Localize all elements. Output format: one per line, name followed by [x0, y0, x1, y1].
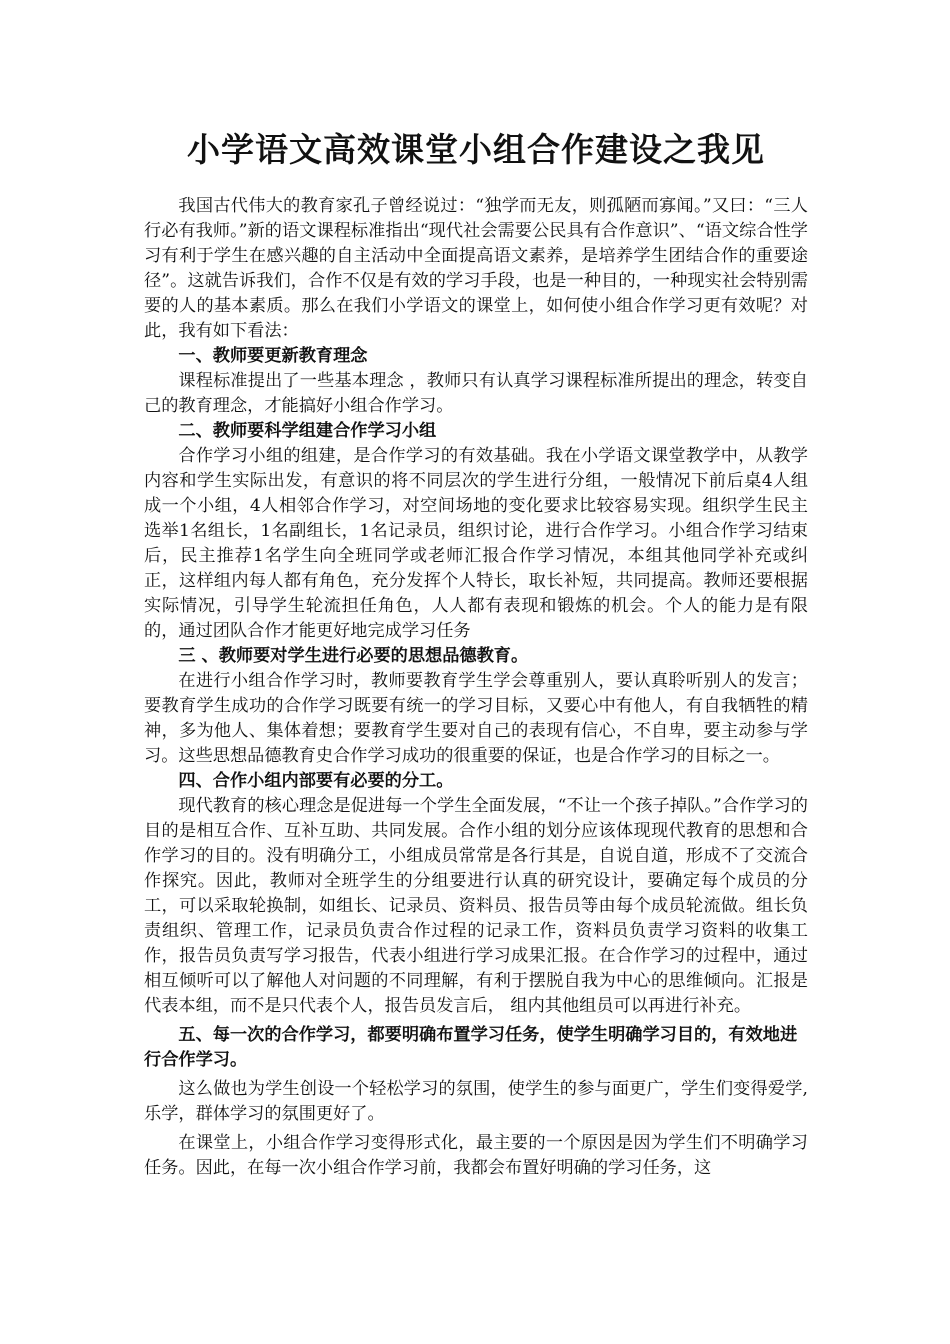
paragraph-intro: 我国古代伟大的教育家孔子曾经说过：“独学而无友，则孤陋而寡闻。”又曰：“三人行必有我师。”新的语文课程标准指出“现代社会需要公民具有合作意识”、“语文综合性学习有利于学生在感兴趣的自主活动中全面提高语文素养，是培养学生团结合作的重要途径”。这就告诉我们，合作不仅是有效的学习手段，也是一种目的，一种现实社会特别需要的人的基本素质。那么在我们小学语文的课堂上，如何使小组合作学习更有效呢？对此，我有如下看法： — [144, 196, 808, 341]
section-heading-4: 四、合作小组内部要有必要的分工。 — [178, 771, 454, 791]
paragraph-section-5a: 这么做也为学生创设一个轻松学习的氛围，使学生的参与面更广，学生们变得爱学, 乐学，群体学习的氛围更好了。 — [144, 1079, 808, 1124]
paragraph-section-5b: 在课堂上，小组合作学习变得形式化，最主要的一个原因是因为学生们不明确学习任务。因此，在每一次小组合作学习前，我都会布置好明确的学习任务，这 — [144, 1133, 808, 1178]
document-title: 小学语文高效课堂小组合作建设之我见 — [187, 130, 765, 169]
paragraph-section-4: 现代教育的核心理念是促进每一个学生全面发展，“不让一个孩子掉队。”合作学习的目的是相互合作、互补互助、共同发展。合作小组的划分应该体现现代教育的思想和合作学习的目的。没有明确分工，小组成员常常是各行其是，自说自道，形成不了交流合作探究。因此，教师对全班学生的分组要进行认真的研究设计，要确定每个成员的分工，可以采取轮换制，如组长、记录员、资料员、报告员等由每个成员轮流做。组长负责组织、管理工作，记录员负责合作过程的记录工作，资料员负责学习资料的收集工作，报告员负责写学习报告，代表小组进行学习成果汇报。在合作学习的过程中，通过相互倾听可以了解他人对问题的不同理解，有利于摆脱自我为中心的思维倾向。汇报是代表本组，而不是只代表个人，报告员发言后， 组内其他组员可以再进行补充。 — [144, 796, 808, 1016]
section-heading-2: 二、教师要科学组建合作学习小组 — [178, 421, 437, 441]
paragraph-section-3: 在进行小组合作学习时，教师要教育学生学会尊重别人，要认真聆听别人的发言；要教育学生成功的合作学习既要有统一的学习目标，又要心中有他人，有自我牺牲的精神，多为他人、集体着想；要教育学生要对自己的表现有信心，不自卑，要主动参与学习。这些思想品德教育史合作学习成功的很重要的保证，也是合作学习的目标之一。 — [144, 671, 808, 766]
section-heading-3: 三 、教师要对学生进行必要的思想品德教育。 — [178, 646, 529, 666]
section-heading-1: 一、教师要更新教育理念 — [178, 346, 368, 366]
paragraph-section-1: 课程标准提出了一些基本理念 ，教师只有认真学习课程标准所提出的理念，转变自己的教育理念，才能搞好小组合作学习。 — [144, 371, 808, 416]
document-page — [144, 128, 808, 1181]
section-heading-5: 五、每一次的合作学习，都要明确布置学习任务，使学生明确学习目的，有效地进行合作学习。 — [144, 1025, 798, 1070]
paragraph-section-2: 合作学习小组的组建，是合作学习的有效基础。我在小学语文课堂教学中，从教学内容和学生实际出发，有意识的将不同层次的学生进行分组，一般情况下前后桌4人组成一个小组，4人相邻合作学习，对空间场地的变化要求比较容易实现。组织学生民主选举1名组长，1名副组长，1名记录员，组织讨论，进行合作学习。小组合作学习结束后，民主推荐1名学生向全班同学或老师汇报合作学习情况，本组其他同学补充或纠正，这样组内每人都有角色，充分发挥个人特长，取长补短，共同提高。教师还要根据实际情况，引导学生轮流担任角色，人人都有表现和锻炼的机会。个人的能力是有限的，通过团队合作才能更好地完成学习任务 — [144, 446, 808, 641]
